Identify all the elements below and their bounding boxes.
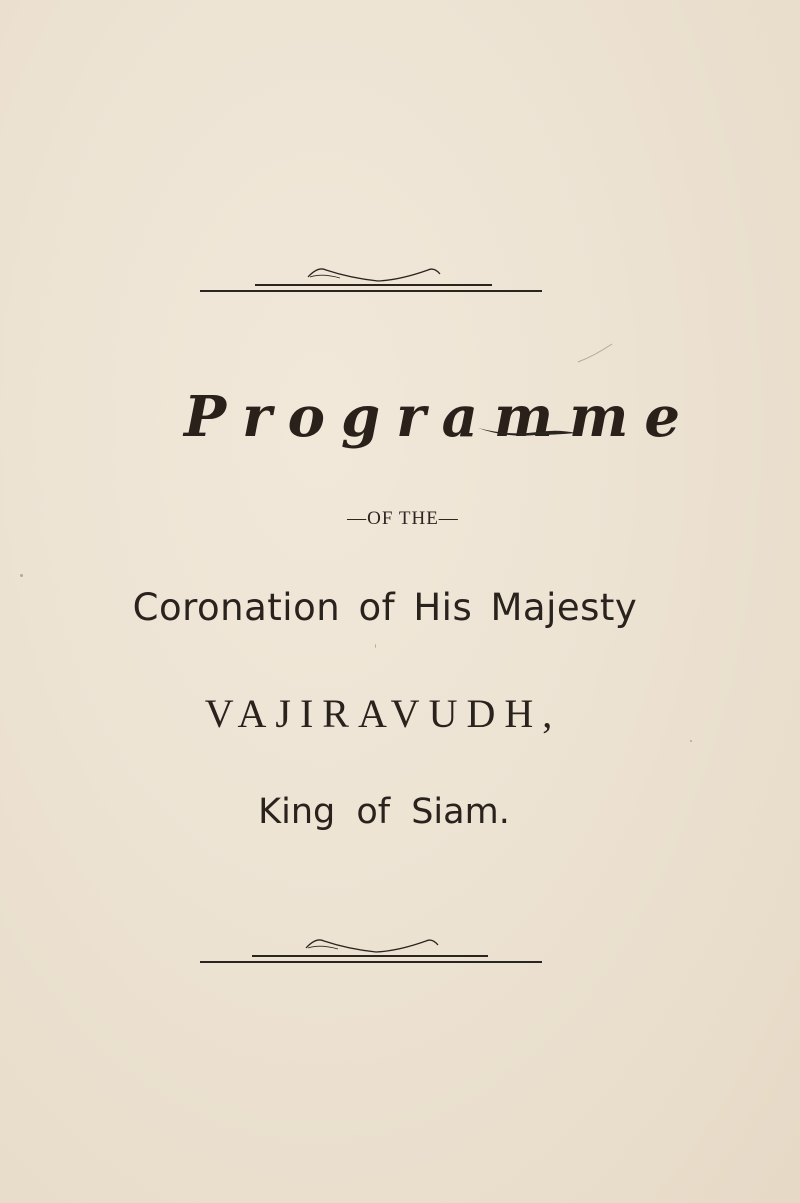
pen-mark-icon (576, 340, 616, 366)
top-ornament-rule (200, 264, 542, 294)
of-the-line: —OF THE— (347, 508, 459, 529)
king-name-line: VAJIRAVUDH, (204, 691, 562, 736)
page-title: Programme (184, 384, 697, 450)
king-of-siam-line: King of Siam. (258, 792, 510, 832)
bottom-ornament-rule (200, 935, 542, 965)
paper-speck (20, 574, 23, 577)
pen-flourish-icon (478, 418, 578, 438)
paper-speck (375, 644, 376, 648)
title-block (0, 382, 800, 462)
coronation-line: Coronation of His Majesty (132, 586, 638, 629)
paper-speck (690, 740, 692, 742)
